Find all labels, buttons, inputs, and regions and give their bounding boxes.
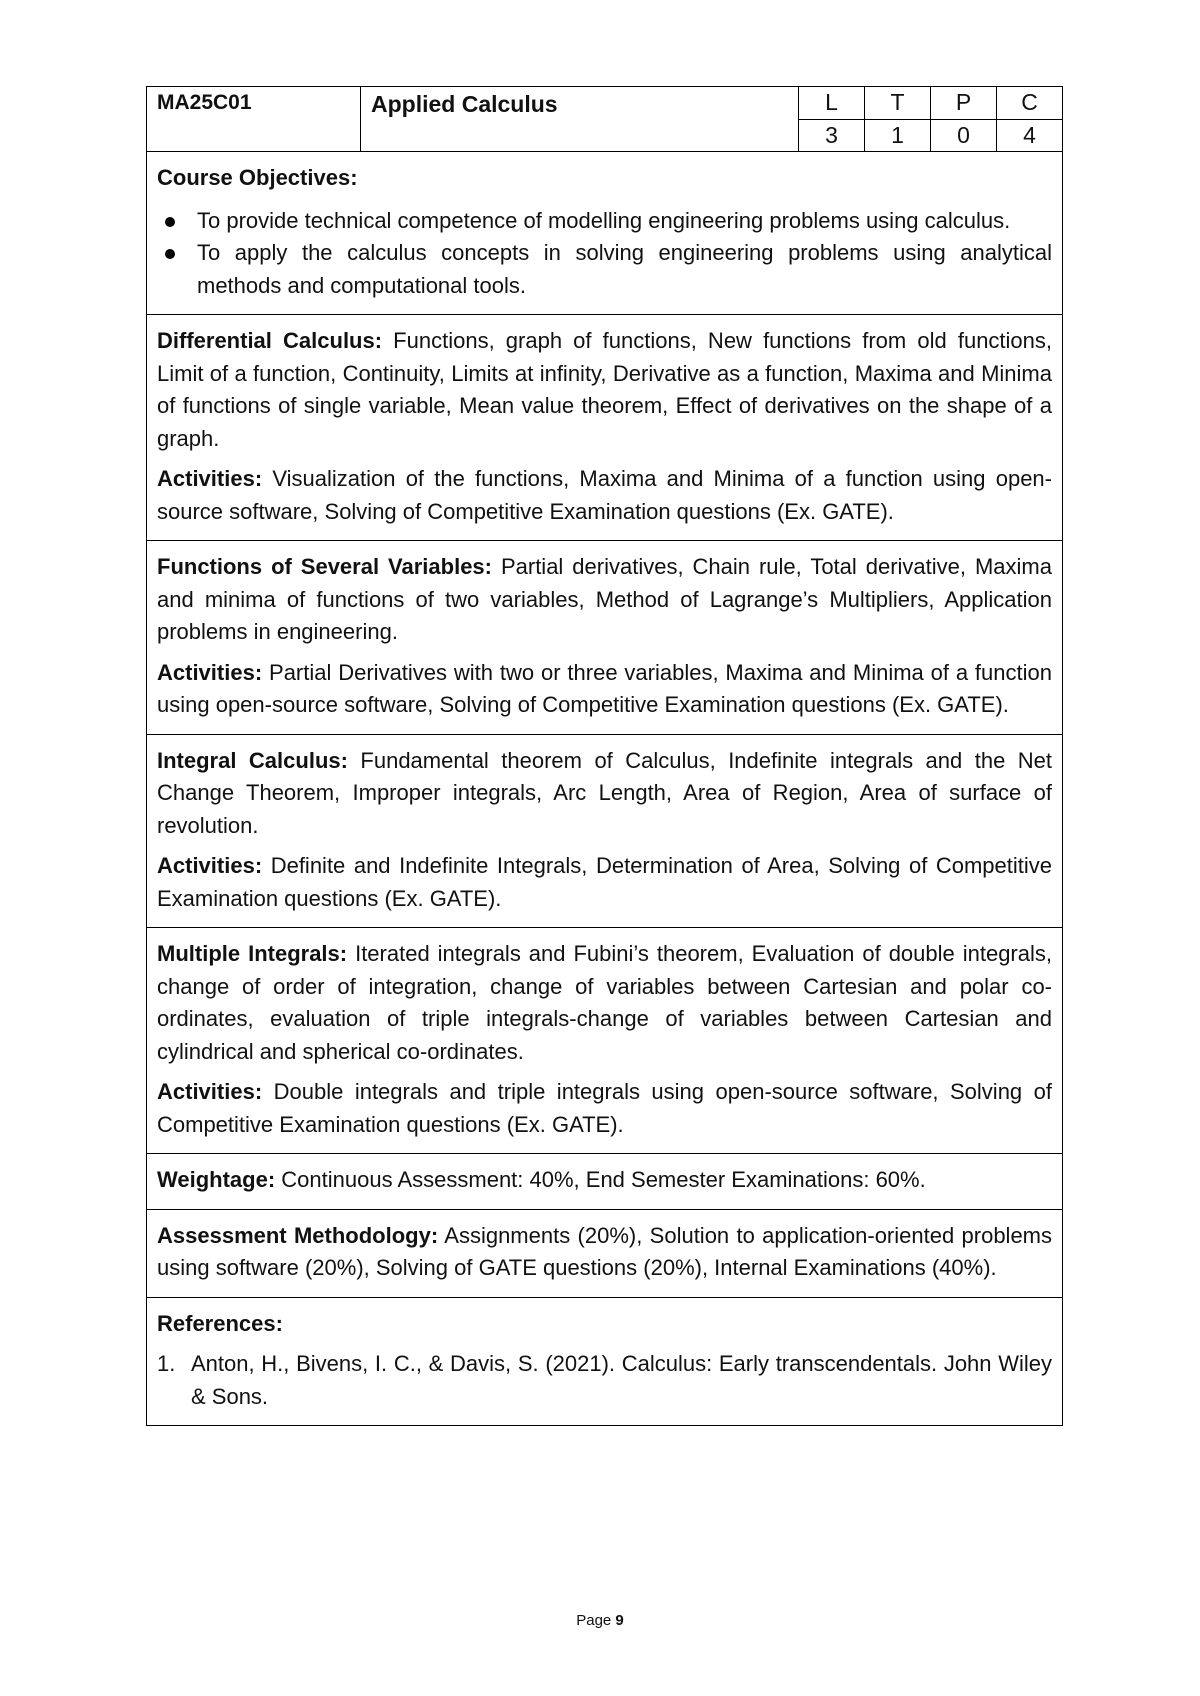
activities-text: Visualization of the functions, Maxima and Minima of a function using open-source software, Solving of Competitive Examination questions (Ex. GATE). — [157, 466, 1052, 524]
assessment-row — [147, 1209, 1063, 1297]
weightage-text: Continuous Assessment: 40%, End Semester Examinations: 60%. — [275, 1167, 926, 1192]
activities-label: Activities: — [157, 853, 263, 878]
references-heading: References: — [157, 1310, 283, 1336]
objective-item: To provide technical competence of modelling engineering problems using calculus. — [197, 205, 1052, 238]
activities-text: Definite and Indefinite Integrals, Determination of Area, Solving of Competitive Examination questions (Ex. GATE). — [157, 853, 1052, 911]
ltpc-header-c: C — [997, 87, 1063, 120]
ltpc-value-p: 0 — [931, 119, 997, 152]
objectives-heading: Course Objectives: — [157, 165, 358, 190]
unit-cell — [147, 734, 1063, 928]
unit-title: Functions of Several Variables: — [157, 554, 492, 579]
reference-number: 1. — [157, 1351, 176, 1376]
ltpc-value-t: 1 — [865, 119, 931, 152]
unit-title: Integral Calculus: — [157, 747, 348, 773]
unit-row-several-variables — [147, 541, 1063, 735]
page-number: 9 — [615, 1612, 624, 1629]
references-row — [147, 1297, 1063, 1426]
unit-activities — [157, 657, 1052, 722]
assessment-text: Assignments (20%), Solution to application-oriented problems using software (20%), Solving of GATE questions (20%), Internal Examinations (40%). — [157, 1222, 1053, 1280]
objectives-list — [157, 205, 1052, 303]
ltpc-header-t: T — [865, 87, 931, 120]
unit-row-integral — [147, 734, 1063, 928]
assessment-label: Assessment Methodology: — [157, 1222, 439, 1248]
unit-content — [157, 325, 1052, 455]
references-cell — [147, 1297, 1063, 1426]
course-title: Applied Calculus — [361, 87, 799, 152]
reference-text: Anton, H., Bivens, I. C., & Davis, S. (2021). Calculus: Early transcendentals. John Wiley & Sons. — [191, 1351, 1052, 1409]
objectives-row — [147, 152, 1063, 315]
unit-text: Partial derivatives, Chain rule, Total derivative, Maxima and minima of functions of two variables, Method of Lagrange’s Multipliers, Application problems in engineering. — [157, 554, 1052, 644]
unit-text: Fundamental theorem of Calculus, Indefinite integrals and the Net Change Theorem, Improper integrals, Arc Length, Area of Region, Area of surface of revolution. — [157, 747, 1053, 838]
unit-cell — [147, 541, 1063, 735]
unit-activities — [157, 850, 1052, 915]
unit-title: Differential Calculus: — [157, 328, 383, 353]
unit-activities — [157, 463, 1052, 528]
unit-cell — [147, 315, 1063, 541]
ltpc-header-p: P — [931, 87, 997, 120]
unit-content — [157, 938, 1052, 1068]
objective-item: To apply the calculus concepts in solving engineering problems using analytical methods and computational tools. — [197, 237, 1052, 302]
unit-row-differential — [147, 315, 1063, 541]
unit-content — [157, 745, 1052, 843]
objectives-cell — [147, 152, 1063, 315]
course-header-row — [147, 87, 1063, 120]
unit-title: Multiple Integrals: — [157, 941, 348, 966]
weightage-cell — [147, 1154, 1063, 1210]
unit-cell — [147, 928, 1063, 1154]
activities-text: Partial Derivatives with two or three variables, Maxima and Minima of a function using open-source software, Solving of Competitive Examination questions (Ex. GATE). — [157, 659, 1052, 717]
ltpc-value-c: 4 — [997, 119, 1063, 152]
activities-text: Double integrals and triple integrals using open-source software, Solving of Competitive Examination questions (Ex. GATE). — [157, 1079, 1052, 1137]
syllabus-table — [146, 86, 1063, 1426]
unit-row-multiple-integrals — [147, 928, 1063, 1154]
unit-text: Iterated integrals and Fubini’s theorem, Evaluation of double integrals, change of order of integration, change of variables between Cartesian and polar co-ordinates, evaluation of triple integrals-change of variables between Cartesian and cylindrical and spherical co-ordinates. — [157, 941, 1052, 1064]
unit-text: Functions, graph of functions, New functions from old functions, Limit of a function, Continuity, Limits at infinity, Derivative as a function, Maxima and Minima of functions of single variable, Mean value theorem, Effect of derivatives on the shape of a graph. — [157, 328, 1053, 451]
unit-activities — [157, 1076, 1052, 1141]
activities-label: Activities: — [157, 1079, 263, 1104]
activities-label: Activities: — [157, 659, 263, 685]
page-footer — [0, 1612, 1200, 1629]
activities-label: Activities: — [157, 466, 263, 491]
assessment-cell — [147, 1209, 1063, 1297]
unit-content — [157, 551, 1052, 649]
ltpc-header-l: L — [799, 87, 865, 120]
ltpc-value-l: 3 — [799, 119, 865, 152]
weightage-row — [147, 1154, 1063, 1210]
weightage-label: Weightage: — [157, 1167, 276, 1192]
references-list — [157, 1348, 1052, 1413]
page-label: Page — [576, 1612, 616, 1629]
reference-item — [157, 1348, 1052, 1413]
course-code: MA25C01 — [147, 87, 361, 152]
